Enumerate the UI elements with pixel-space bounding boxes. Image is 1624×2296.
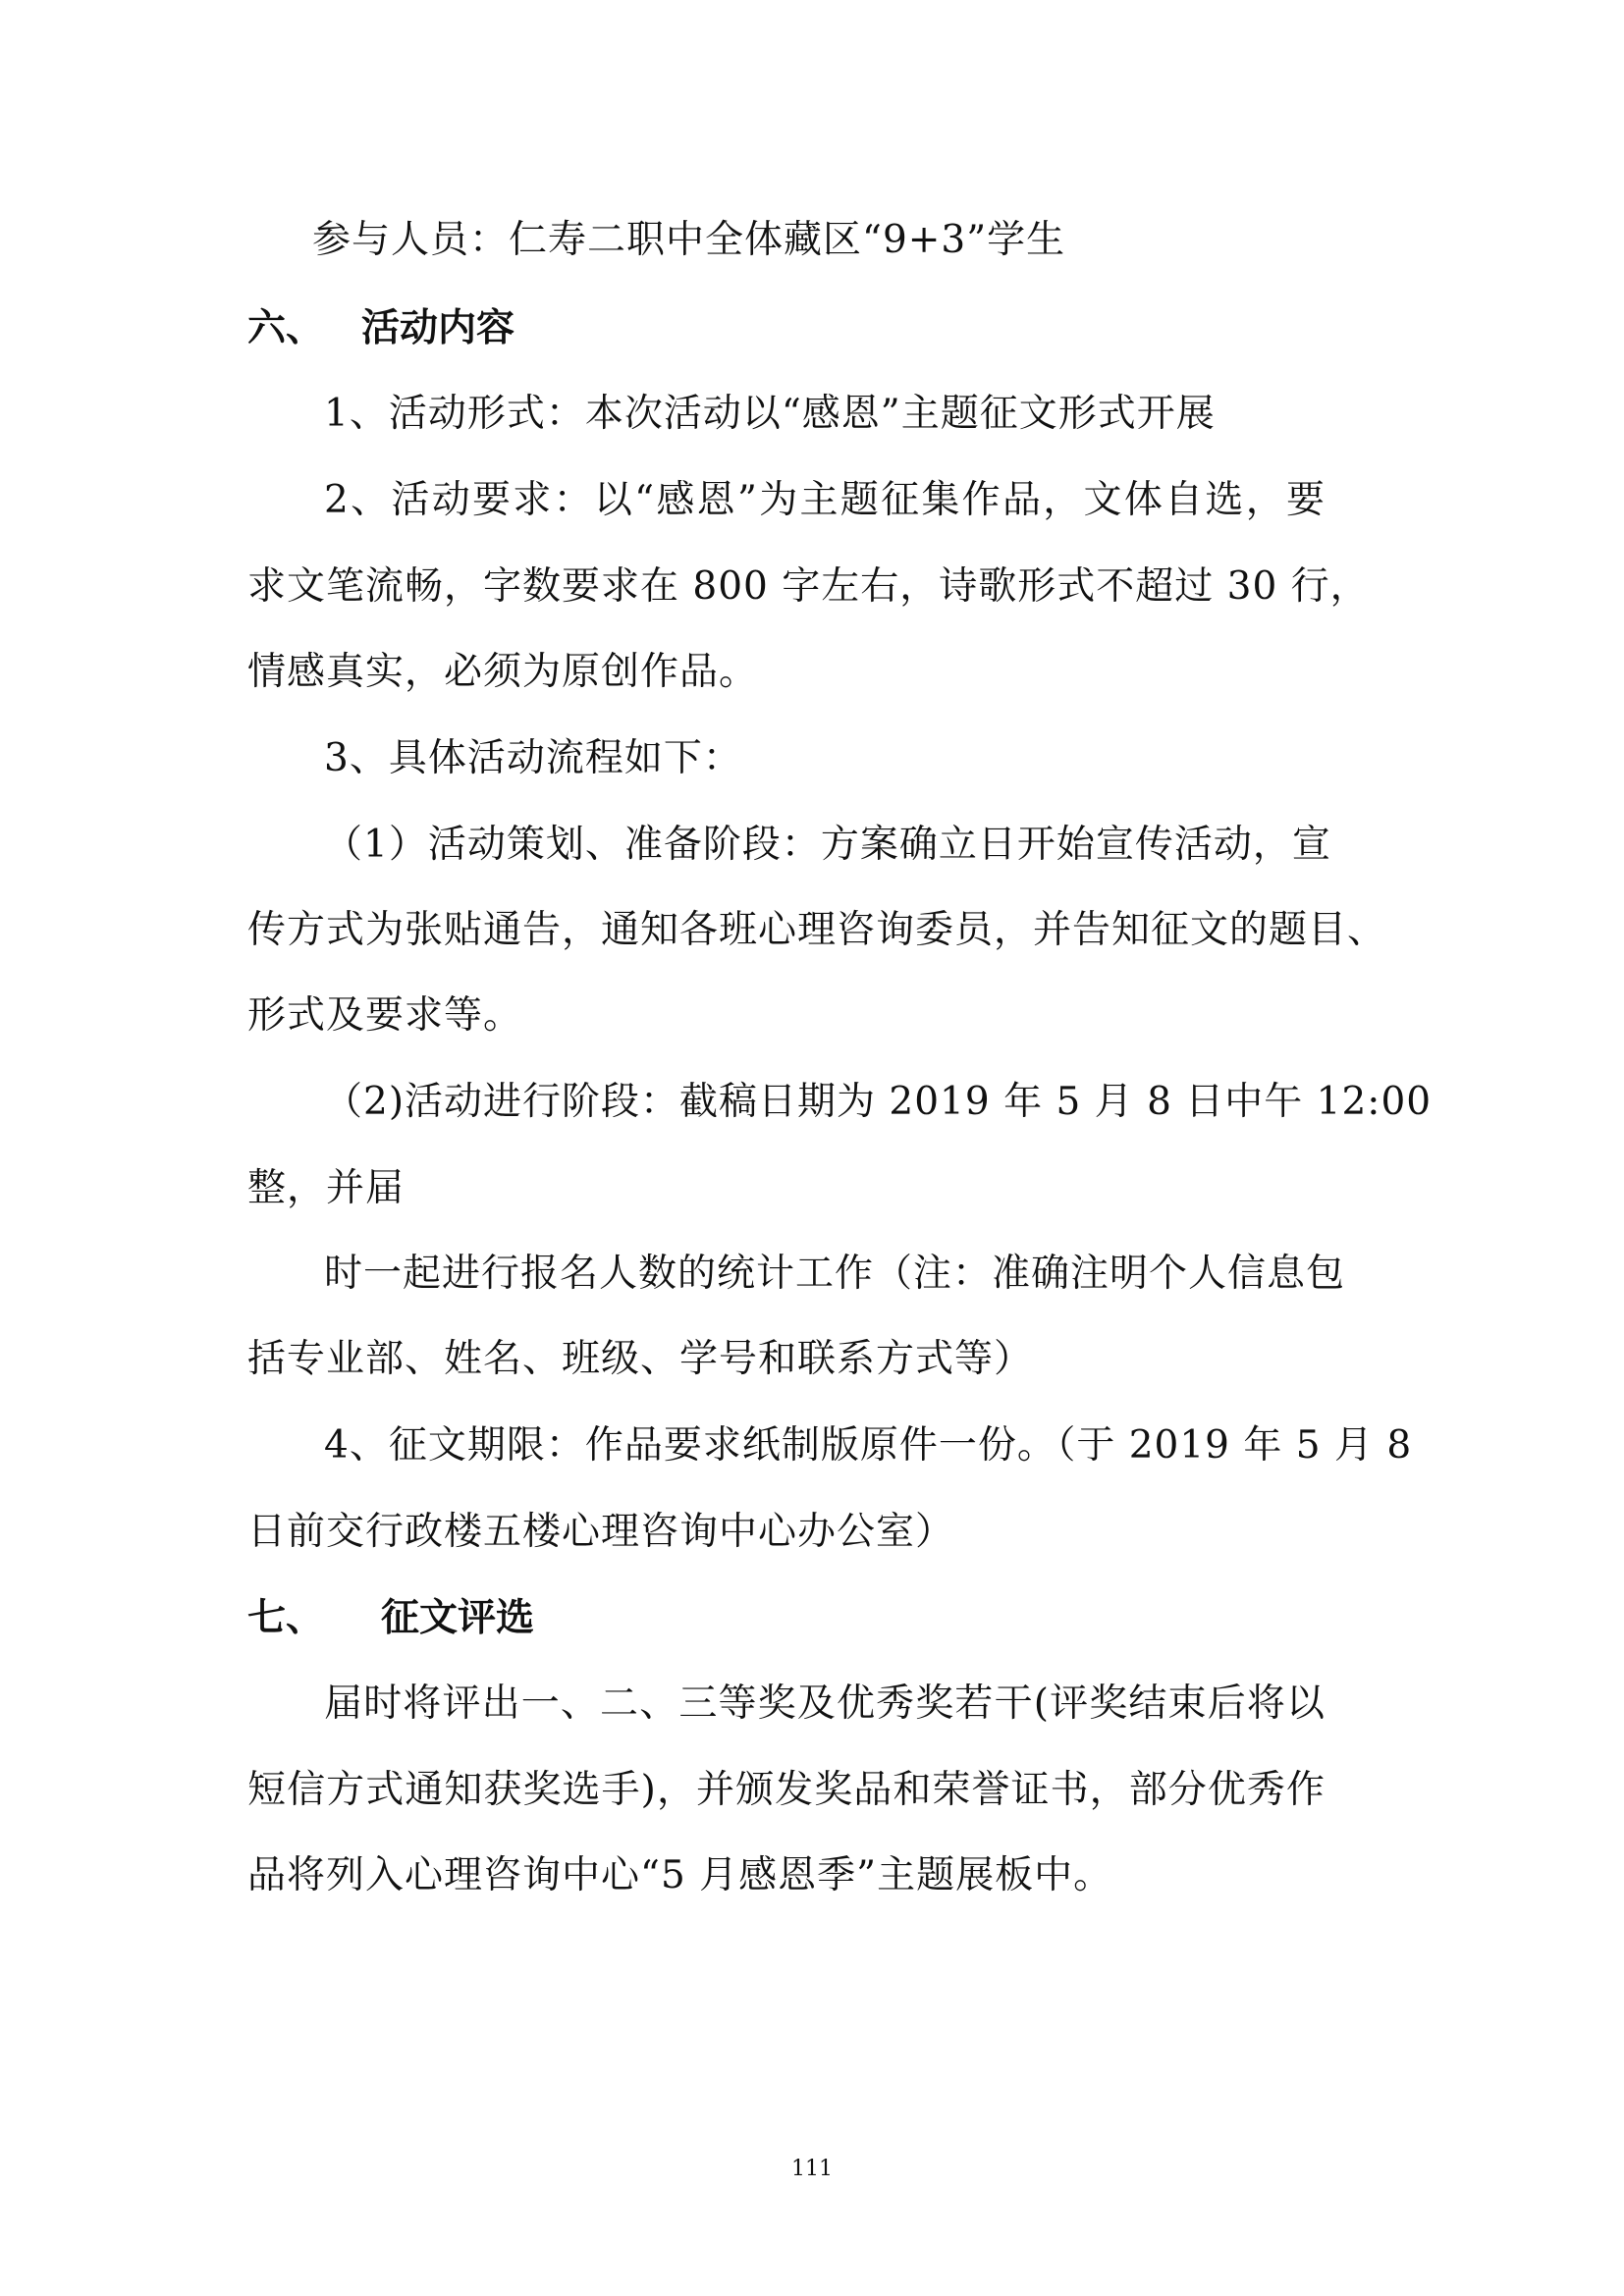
section-six-number: 六、 [247,306,325,350]
evaluation-line-1: 届时将评出一、二、三等奖及优秀奖若干(评奖结束后将以 [324,1682,1326,1726]
section-six-heading [247,304,515,353]
section-seven-heading [247,1594,535,1643]
activity-form-line: 1、活动形式：本次活动以“感恩”主题征文形式开展 [324,392,1216,436]
progress-stage-line-3: 时一起进行报名人数的统计工作（注：准确注明个人信息包 [324,1252,1346,1296]
progress-stage-line-2: 整，并届 [247,1166,406,1210]
section-seven-number: 七、 [247,1596,325,1640]
planning-stage-line-2: 传方式为张贴通告，通知各班心理咨询委员，并告知征文的题目、 [247,908,1387,952]
evaluation-line-3: 品将列入心理咨询中心“5 月感恩季”主题展板中。 [247,1853,1113,1897]
evaluation-line-2: 短信方式通知获奖选手)，并颁发奖品和荣誉证书，部分优秀作 [247,1768,1326,1812]
activity-requirement-line-2: 求文笔流畅，字数要求在 800 字左右，诗歌形式不超过 30 行， [247,564,1370,609]
planning-stage-line-1: （1）活动策划、准备阶段：方案确立日开始宣传活动，宣 [324,823,1331,867]
process-intro-line: 3、具体活动流程如下： [324,736,742,780]
page-number: 111 [791,2157,833,2181]
section-seven-title: 征文评选 [381,1596,535,1640]
activity-requirement-line-3: 情感真实，必须为原创作品。 [247,650,759,694]
progress-stage-line-1: （2)活动进行阶段：截稿日期为 2019 年 5 月 8 日中午 12:00 [324,1080,1433,1124]
deadline-line-2: 日前交行政楼五楼心理咨询中心办公室） [247,1510,955,1554]
planning-stage-line-3: 形式及要求等。 [247,993,523,1038]
activity-requirement-line-1: 2、活动要求：以“感恩”为主题征集作品，文体自选，要 [324,478,1326,522]
deadline-line-1: 4、征文期限：作品要求纸制版原件一份。（于 2019 年 5 月 8 [324,1423,1413,1468]
progress-stage-line-4: 括专业部、姓名、班级、学号和联系方式等） [247,1337,1034,1381]
section-six-title: 活动内容 [361,306,515,350]
participants-line: 参与人员：仁寿二职中全体藏区“9+3”学生 [312,218,1066,262]
